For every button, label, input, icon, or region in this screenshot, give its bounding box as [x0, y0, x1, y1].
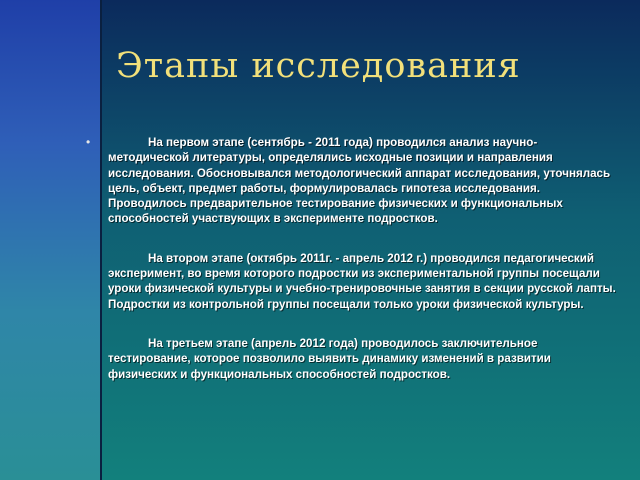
bullet-marker: • — [86, 135, 91, 149]
side-band — [0, 0, 100, 480]
paragraph-stage-2: На втором этапе (октябрь 2011г. - апрель 2012 г.) проводился педагогический эксперимент, во время которого подростки из экспериментальной группы посещали уроки физической культуры и учебно-тренировочные занятия в секции русской лапты. Подростки из контрольной группы посещали только уроки физической культуры. — [108, 251, 616, 311]
paragraph-stage-3: На третьем этапе (апрель 2012 года) проводилось заключительное тестирование, которое позволило выявить динамику изменений в развитии физических и функциональных способностей подростков. — [108, 336, 551, 381]
side-divider — [100, 0, 102, 480]
paragraph-stage-1: На первом этапе (сентябрь - 2011 года) проводился анализ научно-методической литературы, определялись исходные позиции и направления исследования. Обосновывался методологический аппарат исследования, уточнялась цель, объект, предмет работы, формулировалась гипотеза исследования. Проводилось предварительное тестирование физических и функциональных способностей участвующих в эксперименте подростков. — [108, 136, 611, 226]
slide-title: Этапы исследования — [116, 46, 521, 86]
slide-content — [108, 135, 618, 406]
